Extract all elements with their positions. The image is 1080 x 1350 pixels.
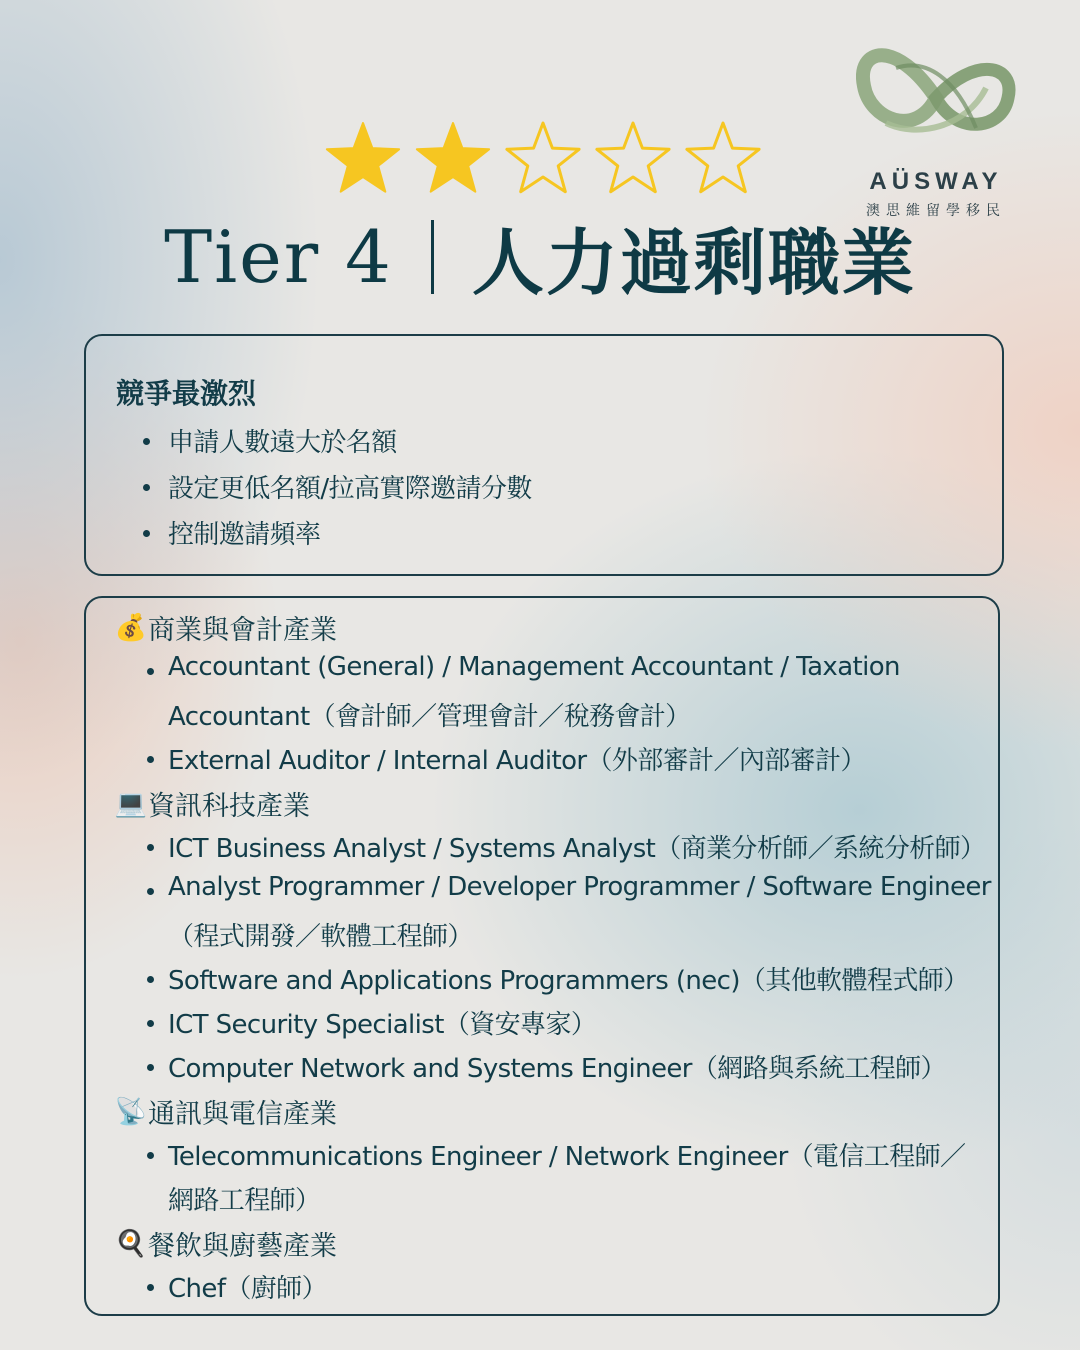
star-filled-icon	[412, 118, 494, 200]
ausway-logo-mark-icon	[856, 28, 1016, 163]
bullet-icon	[147, 1284, 154, 1291]
industry-name: 商業與會計產業	[148, 615, 337, 646]
job-line: Chef（廚師）	[168, 1274, 327, 1304]
job-line: Accountant（會計師／管理會計／稅務會計）	[168, 702, 691, 732]
industry-name: 餐飲與廚藝產業	[148, 1231, 337, 1262]
job-line: ICT Business Analyst / Systems Analyst（商業分析師／系統分析師）	[168, 834, 986, 864]
star-empty-icon	[502, 118, 584, 200]
job-line: （程式開發／軟體工程師）	[168, 922, 473, 952]
job-line: 網路工程師）	[168, 1186, 321, 1216]
tier-name: 人力過剩職業	[471, 221, 916, 305]
competition-point: 申請人數遠大於名額	[168, 428, 397, 458]
job-line: Computer Network and Systems Engineer（網路與系統工程師）	[168, 1054, 946, 1084]
industry-heading-culinary	[114, 1224, 337, 1263]
page-title	[0, 212, 1080, 305]
tier-label: Tier 4	[164, 215, 393, 299]
industry-heading-it	[114, 784, 310, 823]
bullet-icon	[143, 438, 150, 445]
job-line: Telecommunications Engineer / Network Engineer（電信工程師／	[168, 1142, 966, 1172]
title-divider	[431, 220, 434, 294]
industry-heading-business	[114, 608, 337, 647]
bullet-icon	[147, 844, 154, 851]
competition-heading: 競爭最激烈	[116, 377, 257, 410]
money-bag-icon: 💰	[114, 612, 148, 643]
satellite-dish-icon: 📡	[114, 1096, 148, 1127]
bullet-icon	[147, 1020, 154, 1027]
bullet-icon	[147, 756, 154, 763]
bullet-icon	[147, 1152, 154, 1159]
industry-name: 資訊科技產業	[148, 791, 310, 822]
job-line: Analyst Programmer / Developer Programmer / Software Engineer	[168, 872, 991, 902]
industry-heading-telecom	[114, 1092, 337, 1131]
bullet-icon	[143, 530, 150, 537]
star-empty-icon	[682, 118, 764, 200]
laptop-icon: 💻	[114, 788, 148, 819]
bullet-icon	[147, 976, 154, 983]
bullet-icon	[147, 888, 154, 895]
star-empty-icon	[592, 118, 674, 200]
competition-point: 設定更低名額/拉高實際邀請分數	[168, 474, 532, 504]
bullet-icon	[147, 668, 154, 675]
bullet-icon	[147, 1064, 154, 1071]
job-line: Software and Applications Programmers (nec)（其他軟體程式師）	[168, 966, 969, 996]
industry-name: 通訊與電信產業	[148, 1099, 337, 1130]
job-line: External Auditor / Internal Auditor（外部審計／內部審計）	[168, 746, 866, 776]
competition-point: 控制邀請頻率	[168, 520, 321, 550]
brand-name: AÜSWAY	[869, 168, 1003, 195]
brand-logo	[856, 28, 1016, 219]
bullet-icon	[143, 484, 150, 491]
competition-card	[84, 334, 1004, 576]
star-rating	[322, 118, 764, 200]
frying-pan-icon: 🍳	[114, 1228, 148, 1259]
star-filled-icon	[322, 118, 404, 200]
job-line: Accountant (General) / Management Accountant / Taxation	[168, 652, 900, 682]
brand-subtitle: 澳思維留學移民	[866, 203, 1006, 219]
job-line: ICT Security Specialist（資安專家）	[168, 1010, 597, 1040]
industries-card	[84, 596, 1000, 1316]
